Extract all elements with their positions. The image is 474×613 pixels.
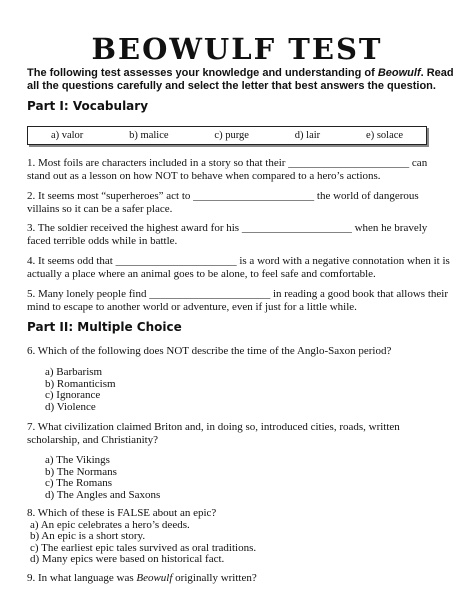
word-bank-item: a) valor — [50, 130, 84, 141]
vocab-question-5: 5. Many lonely people find ______________________ in reading a good book that allows their mind to escape to another world or adventure, even if just for a little while. — [27, 288, 448, 313]
answer-option: a) The Vikings — [45, 454, 110, 466]
page-title: BEOWULF TEST — [91, 32, 383, 66]
mc-question-6: 6. Which of the following does NOT describe the time of the Anglo-Saxon period? — [27, 345, 392, 357]
part-2-heading: Part II: Multiple Choice — [27, 320, 182, 334]
q9-text-end: originally written? — [172, 572, 257, 584]
answer-option: d) Violence — [45, 400, 96, 413]
answer-option: a) An epic celebrates a hero’s deeds. — [30, 518, 190, 531]
answer-option: c) The earliest epic tales survived as oral traditions. — [30, 541, 257, 554]
word-bank-item: d) lair — [294, 130, 321, 141]
mc-question-8 — [27, 508, 256, 566]
part-1-heading: Part I: Vocabulary — [27, 99, 149, 113]
answer-option: b) An epic is a short story. — [30, 530, 146, 542]
vocab-question-1: 1. Most foils are characters included in a story so that their ______________________ can stand out as a lesson on how NOT to behave when compared to a hero’s actions. — [27, 157, 428, 182]
vocab-question-3: 3. The soldier received the highest award for his ____________________ when he bravely faced terrible odds while in battle. — [27, 222, 428, 247]
q9-text-start: 9. In what language was — [27, 572, 137, 584]
test-instructions — [27, 67, 457, 93]
mc-question-7: 7. What civilization claimed Briton and, in doing so, introduced cities, roads, written scholarship, and Christianity? — [27, 421, 400, 446]
answer-option: c) The Romans — [45, 477, 113, 489]
instructions-text-end: . Read all the questions carefully and select the letter that best answers the question. — [27, 67, 454, 92]
instructions-text-start: The following test assesses your knowledge and understanding of — [27, 67, 378, 79]
answer-option: d) Many epics were based on historical fact. — [30, 553, 225, 565]
vocab-question-2: 2. It seems most “superheroes” act to ______________________ the world of dangerous villains so it can be a safer place. — [27, 190, 419, 215]
mc-question-9 — [27, 572, 452, 585]
mc-question-6-options — [45, 367, 116, 413]
answer-option: d) The Angles and Saxons — [45, 488, 161, 501]
word-bank-item: c) purge — [214, 130, 249, 141]
word-bank-item: b) malice — [129, 130, 169, 141]
vocab-question-4: 4. It seems odd that ______________________ is a word with a negative connotation when it is actually a place where an animal goes to be alone, to feel safe and comfortable. — [27, 255, 450, 280]
answer-option: a) Barbarism — [45, 366, 103, 378]
mc-question-8-stem: 8. Which of these is FALSE about an epic? — [27, 507, 217, 519]
answer-option: b) The Normans — [45, 465, 117, 478]
answer-option: c) Ignorance — [45, 389, 101, 401]
word-bank-item: e) solace — [366, 130, 404, 141]
answer-option: b) Romanticism — [45, 377, 116, 390]
word-bank — [27, 126, 427, 145]
mc-question-7-options — [45, 455, 160, 501]
instructions-work-title: Beowulf — [377, 67, 421, 79]
q9-work-title: Beowulf — [136, 572, 173, 584]
